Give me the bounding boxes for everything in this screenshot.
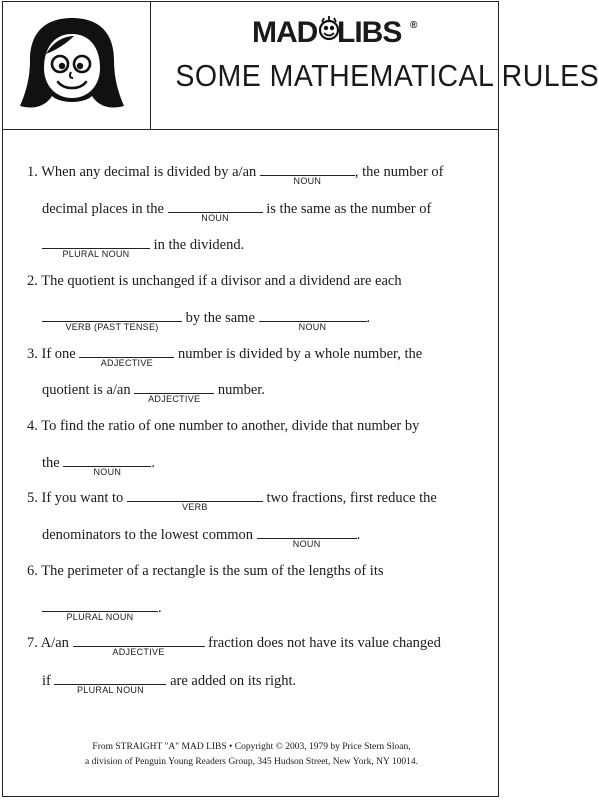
blank-part-of-speech-label: NOUN — [298, 322, 327, 332]
fill-in-blank[interactable] — [134, 381, 214, 404]
rule-line — [27, 272, 402, 290]
rule-line — [27, 489, 437, 512]
rule-text: decimal places in the — [42, 201, 168, 217]
blank-part-of-speech-label: VERB (PAST TENSE) — [65, 322, 159, 332]
rule-text: quotient is a/an — [42, 382, 135, 398]
rule-text: the — [42, 455, 64, 471]
rule-text: two fractions, first reduce the — [262, 490, 437, 506]
rule-line — [42, 236, 245, 259]
fill-in-blank[interactable] — [42, 599, 158, 622]
logo-text-libs: LIBS — [337, 16, 402, 49]
blank-part-of-speech-label: ADJECTIVE — [112, 647, 165, 657]
blank-part-of-speech-label: PLURAL NOUN — [62, 249, 130, 259]
fill-in-blank[interactable] — [42, 309, 182, 332]
rule-text: number is divided by a whole number, the — [174, 346, 423, 362]
fill-in-blank[interactable] — [54, 672, 166, 695]
rule-line — [27, 634, 441, 657]
blank-part-of-speech-label: NOUN — [93, 467, 122, 477]
rule-text: in the dividend. — [150, 237, 245, 253]
rule-text: 6. The perimeter of a rectangle is the sum of the lengths of its — [27, 563, 384, 579]
rule-line — [42, 381, 265, 404]
rule-line — [42, 672, 297, 695]
rule-line — [42, 309, 371, 332]
mad-libs-logo — [205, 16, 465, 56]
rule-text: . — [366, 310, 371, 326]
rule-text: 4. To find the ratio of one number to another, divide that number by — [27, 418, 420, 434]
header-rule — [2, 129, 499, 130]
fill-in-blank[interactable] — [63, 454, 151, 477]
blank-part-of-speech-label: VERB — [182, 502, 208, 512]
rule-text: fraction does not have its value changed — [204, 635, 441, 651]
rule-line — [42, 200, 432, 223]
rule-text: 1. When any decimal is divided by a/an — [27, 164, 260, 180]
rule-text: 2. The quotient is unchanged if a divisor and a dividend are each — [27, 273, 402, 289]
rule-line — [42, 599, 162, 622]
rule-line — [42, 526, 361, 549]
footer-line-1: From STRAIGHT "A" MAD LIBS • Copyright © 2003, 1979 by Price Stern Sloan, — [92, 742, 411, 752]
page-title: SOME MATHEMATICAL RULES — [175, 58, 599, 93]
rule-text: . — [158, 600, 162, 616]
blank-part-of-speech-label: PLURAL NOUN — [66, 612, 134, 622]
fill-in-blank[interactable] — [127, 489, 263, 512]
rule-text: are added on its right. — [166, 673, 297, 689]
rule-text: number. — [214, 382, 265, 398]
fill-in-blank[interactable] — [168, 200, 263, 223]
blank-part-of-speech-label: NOUN — [292, 539, 321, 549]
fill-in-blank[interactable] — [257, 526, 357, 549]
rule-line — [27, 562, 384, 580]
rule-text: 3. If one — [27, 346, 80, 362]
copyright-footer — [0, 740, 503, 770]
fill-in-blank[interactable] — [73, 634, 205, 657]
rule-text: denominators to the lowest common — [42, 527, 257, 543]
rule-text: is the same as the number of — [262, 201, 432, 217]
rule-text: 5. If you want to — [27, 490, 127, 506]
rule-text: . — [356, 527, 361, 543]
fill-in-blank[interactable] — [42, 236, 150, 259]
footer-line-2: a division of Penguin Young Readers Group, 345 Hudson Street, New York, NY 10014. — [85, 757, 418, 767]
blank-part-of-speech-label: PLURAL NOUN — [76, 685, 144, 695]
rule-line — [27, 417, 419, 435]
blank-part-of-speech-label: ADJECTIVE — [148, 394, 201, 404]
rule-line — [27, 345, 423, 368]
rule-text: 7. A/an — [27, 635, 73, 651]
header-divider — [150, 1, 151, 130]
logo-face-icon — [319, 16, 339, 46]
blank-part-of-speech-label: NOUN — [201, 213, 229, 223]
logo-text-mad: MAD — [252, 16, 318, 49]
fill-in-blank[interactable] — [260, 163, 355, 186]
fill-in-blank[interactable] — [259, 309, 367, 332]
fill-in-blank[interactable] — [79, 345, 174, 368]
rule-line — [42, 454, 155, 477]
rule-text: , the number of — [354, 164, 444, 180]
cartoon-girl-face-icon — [16, 14, 128, 114]
registered-mark: ® — [410, 20, 417, 31]
rule-text: . — [151, 455, 155, 471]
rule-line — [27, 163, 444, 186]
rule-text: if — [42, 673, 55, 689]
rule-text: by the same — [182, 310, 259, 326]
blank-part-of-speech-label: ADJECTIVE — [100, 358, 153, 368]
blank-part-of-speech-label: NOUN — [293, 176, 322, 186]
